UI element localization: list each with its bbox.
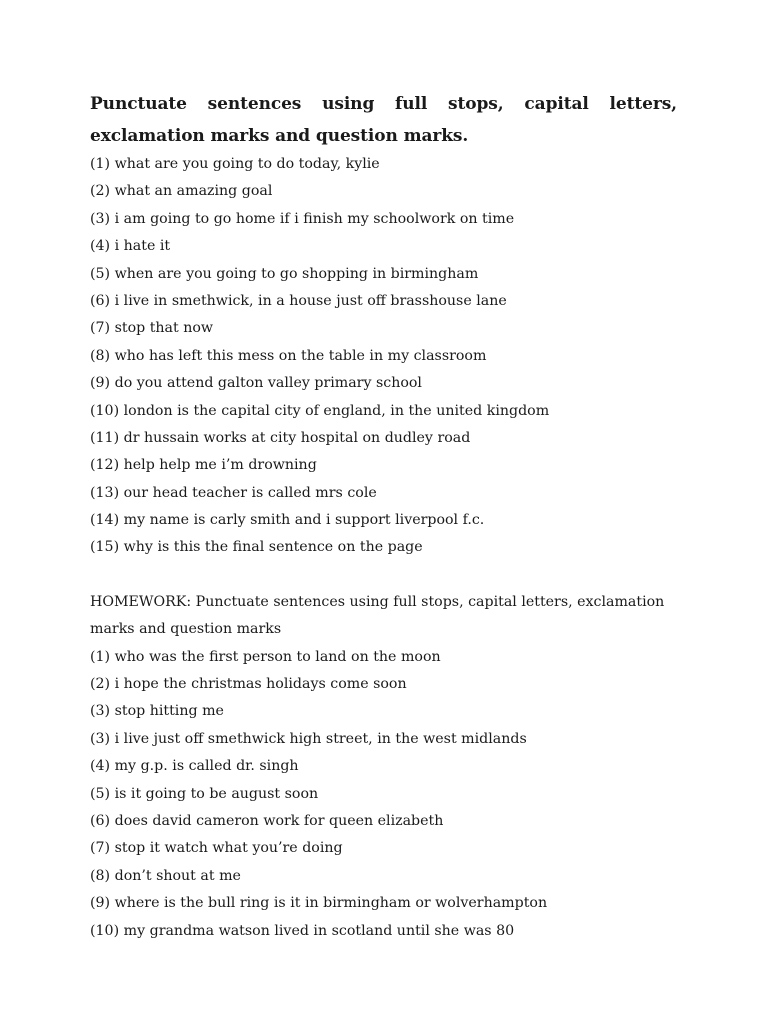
section-spacer [90, 562, 677, 589]
homework-instructions: HOMEWORK: Punctuate sentences using full stops, capital letters, exclamation marks and question marks [90, 593, 665, 638]
classwork-item: (2) what an amazing goal [90, 183, 273, 200]
worksheet-title: Punctuate sentences using full stops, capital letters, exclamation marks and question marks. [90, 94, 677, 146]
classwork-item: (15) why is this the final sentence on the page [90, 539, 423, 556]
homework-item: (8) don’t shout at me [90, 867, 241, 884]
homework-item: (3) i live just off smethwick high street, in the west midlands [90, 730, 527, 747]
homework-item: (4) my g.p. is called dr. singh [90, 758, 299, 775]
homework-item: (5) is it going to be august soon [90, 785, 319, 802]
worksheet [90, 88, 677, 945]
classwork-item: (8) who has left this mess on the table in my classroom [90, 347, 487, 364]
classwork-item: (4) i hate it [90, 238, 171, 255]
homework-item: (10) my grandma watson lived in scotland until she was 80 [90, 922, 515, 939]
classwork-item: (1) what are you going to do today, kylie [90, 156, 380, 172]
classwork-item: (14) my name is carly smith and i support liverpool f.c. [90, 512, 485, 529]
classwork-item: (3) i am going to go home if i finish my schoolwork on time [90, 210, 515, 227]
homework-item: (6) does david cameron work for queen elizabeth [90, 813, 444, 830]
classwork-item: (10) london is the capital city of england, in the united kingdom [90, 402, 550, 419]
classwork-list [90, 151, 677, 562]
classwork-item: (13) our head teacher is called mrs cole [90, 484, 377, 501]
homework-item: (2) i hope the christmas holidays come soon [90, 676, 407, 693]
homework-item: (9) where is the bull ring is it in birmingham or wolverhampton [90, 895, 548, 912]
homework-item: (7) stop it watch what you’re doing [90, 840, 343, 857]
classwork-item: (12) help help me i’m drowning [90, 457, 317, 474]
homework-item: (3) stop hitting me [90, 703, 224, 720]
homework-item: (1) who was the first person to land on the moon [90, 648, 441, 665]
classwork-item: (6) i live in smethwick, in a house just off brasshouse lane [90, 292, 507, 309]
classwork-item: (5) when are you going to go shopping in birmingham [90, 265, 479, 282]
classwork-item: (7) stop that now [90, 320, 214, 337]
classwork-item: (11) dr hussain works at city hospital on dudley road [90, 429, 471, 446]
classwork-item: (9) do you attend galton valley primary school [90, 375, 422, 392]
homework-list [90, 644, 677, 945]
